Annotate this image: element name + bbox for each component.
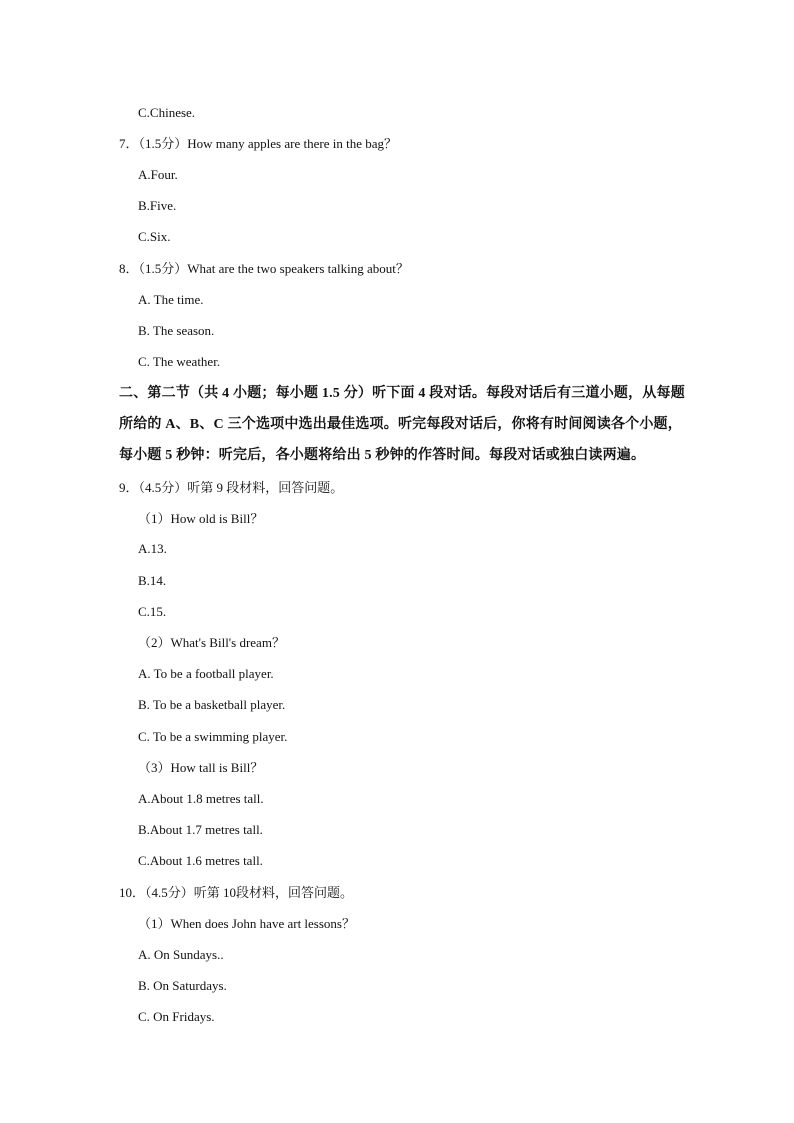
question-10: 10．（4.5分）听第 10段材料，回答问题。 xyxy=(119,885,354,900)
question-7: 7．（1.5分）How many apples are there in the bag？ xyxy=(119,136,397,151)
option-7a: A.Four. xyxy=(138,167,178,182)
option-8a: A. The time. xyxy=(138,292,204,307)
option-10-1b: B. On Saturdays. xyxy=(138,978,227,993)
option-8c: C. The weather. xyxy=(138,354,221,369)
option-9-2a: A. To be a football player. xyxy=(138,666,274,681)
question-9-sub-1: （1）How old is Bill？ xyxy=(138,511,264,526)
option-10-1a: A. On Sundays.. xyxy=(138,947,224,962)
option-8b: B. The season. xyxy=(138,323,215,338)
option-9-1a: A.13. xyxy=(138,541,167,556)
question-9-sub-3: （3）How tall is Bill？ xyxy=(138,760,264,775)
option-9-2b: B. To be a basketball player. xyxy=(138,697,286,712)
option-9-3b: B.About 1.7 metres tall. xyxy=(138,822,263,837)
option-10-1c: C. On Fridays. xyxy=(138,1009,215,1024)
section-instructions-line-1: 二、第二节（共 4 小题；每小题 1.5 分）听下面 4 段对话。每段对话后有三道小题，从每题 xyxy=(119,386,685,401)
option-7b: B.Five. xyxy=(138,198,177,213)
question-9: 9．（4.5分）听第 9 段材料，回答问题。 xyxy=(119,480,344,495)
question-8: 8．（1.5分）What are the two speakers talking about？ xyxy=(119,261,409,276)
section-instructions-line-3: 每小题 5 秒钟：听完后，各小题将给出 5 秒钟的作答时间。每段对话或独白读两遍。 xyxy=(119,448,646,463)
option-9-3a: A.About 1.8 metres tall. xyxy=(138,791,264,806)
option-6c: C.Chinese. xyxy=(138,105,196,120)
option-9-1b: B.14. xyxy=(138,573,167,588)
option-9-2c: C. To be a swimming player. xyxy=(138,729,288,744)
question-9-sub-2: （2）What's Bill's dream？ xyxy=(138,635,285,650)
option-9-1c: C.15. xyxy=(138,604,167,619)
question-10-sub-1: （1）When does John have art lessons？ xyxy=(138,916,355,931)
option-7c: C.Six. xyxy=(138,229,171,244)
section-instructions-line-2: 所给的 A、B、C 三个选项中选出最佳选项。听完每段对话后，你将有时间阅读各个小题， xyxy=(119,417,682,432)
option-9-3c: C.About 1.6 metres tall. xyxy=(138,853,263,868)
